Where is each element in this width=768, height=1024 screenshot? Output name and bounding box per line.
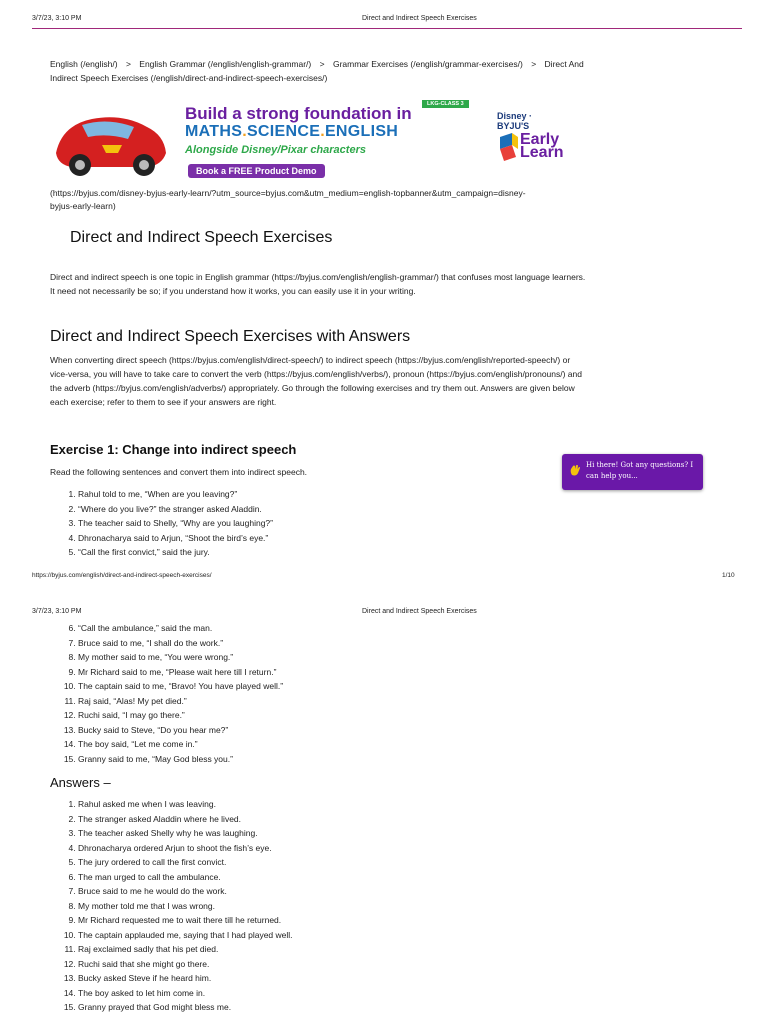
answer-item: 3. The teacher asked Shelly why he was laughing.	[78, 826, 293, 841]
exercise-list-part2	[50, 621, 283, 766]
banner-link-url[interactable]: (https://byjus.com/disney-byjus-early-learn/?utm_source=byjus.com&utm_medium=english-topbanner&utm_campaign=disney-byjus-early-learn)	[50, 188, 526, 211]
list-item: 9. Mr Richard said to me, “Please wait here till I return.”	[78, 665, 283, 680]
breadcrumb-link-current[interactable]: Direct And Indirect Speech Exercises (/english/direct-and-indirect-speech-exercises/)	[50, 59, 584, 83]
answer-item: 12. Ruchi said that she might go there.	[78, 957, 293, 972]
section-heading: Direct and Indirect Speech Exercises with Answers	[50, 328, 411, 345]
breadcrumb-link-english-grammar[interactable]: English Grammar (/english/english-grammar/)	[139, 59, 312, 69]
breadcrumb-separator: >	[125, 59, 131, 69]
print-page-number: 1/10	[722, 572, 735, 579]
banner-headline: Build a strong foundation in	[185, 104, 412, 123]
list-item: 7. Bruce said to me, “I shall do the work.”	[78, 636, 283, 651]
exercise-instruction: Read the following sentences and convert them into indirect speech.	[50, 467, 308, 477]
answer-item: 15. Granny prayed that God might bless me.	[78, 1000, 293, 1015]
banner-subject-science: SCIENCE	[246, 123, 321, 140]
class-range-badge: LKG-CLASS 3	[422, 100, 469, 108]
answer-item: 4. Dhronacharya ordered Arjun to shoot the fish’s eye.	[78, 841, 293, 856]
answer-item: 10. The captain applauded me, saying that I had played well.	[78, 928, 293, 943]
promo-banner[interactable]	[50, 97, 564, 185]
answer-item: 5. The jury ordered to call the first convict.	[78, 855, 293, 870]
banner-subjects: MATHS.SCIENCE.ENGLISH	[185, 123, 399, 140]
breadcrumb-link-grammar-exercises[interactable]: Grammar Exercises (/english/grammar-exercises/)	[332, 59, 523, 69]
answer-item: 14. The boy asked to let him come in.	[78, 986, 293, 1001]
breadcrumb-separator: >	[531, 59, 537, 69]
header-rule	[32, 28, 742, 29]
answer-item: 7. Bruce said to me he would do the work.	[78, 884, 293, 899]
banner-tagline: Alongside Disney/Pixar characters	[185, 144, 366, 156]
answer-item: 9. Mr Richard requested me to wait there till he returned.	[78, 913, 293, 928]
breadcrumb-link-english[interactable]: English (/english/)	[50, 59, 118, 69]
answer-item: 8. My mother told me that I was wrong.	[78, 899, 293, 914]
list-item: 10. The captain said to me, “Bravo! You have played well.”	[78, 679, 283, 694]
banner-subject-english: ENGLISH	[324, 123, 399, 140]
answer-item: 6. The man urged to call the ambulance.	[78, 870, 293, 885]
print-footer-url: https://byjus.com/english/direct-and-indirect-speech-exercises/	[32, 572, 212, 579]
answers-heading: Answers –	[50, 775, 111, 790]
early-learn-logo-icon	[498, 133, 518, 161]
list-item: 4. Dhronacharya said to Arjun, “Shoot the bird’s eye.”	[78, 531, 273, 546]
intro-paragraph: Direct and indirect speech is one topic in English grammar (https://byjus.com/english/english-grammar/) that confuses most language learners. It need not necessarily be so; if you understand how it works, you can easily use it in your writing.	[50, 272, 586, 296]
early-learn-word-early: Early	[520, 131, 560, 148]
answer-item: 1. Rahul asked me when I was leaving.	[78, 797, 293, 812]
banner-subject-maths: MATHS	[185, 123, 243, 140]
list-item: 12. Ruchi said, “I may go there.”	[78, 708, 283, 723]
list-item: 3. The teacher said to Shelly, “Why are you laughing?”	[78, 516, 273, 531]
breadcrumb	[50, 57, 590, 85]
answer-item: 11. Raj exclaimed sadly that his pet died.	[78, 942, 293, 957]
list-item: 11. Raj said, “Alas! My pet died.”	[78, 694, 283, 709]
waving-hand-icon	[569, 464, 581, 476]
chat-widget[interactable]	[562, 454, 703, 490]
section-paragraph: When converting direct speech (https://byjus.com/english/direct-speech/) to indirect speech (https://byjus.com/english/reported-speech/) or vice-versa, you will have to take care to convert the verb (https://byjus.com/english/verbs/), pronoun (https://byjus.com/english/pronouns/) and the adverb (https://byjus.com/english/adverbs/) appropriately. Go through the following exercises and try them out. Answers are given below each exercise; refer to them to see if your answers are right.	[50, 355, 582, 407]
list-item: 15. Granny said to me, “May God bless you.”	[78, 752, 283, 767]
list-item: 2. “Where do you live?” the stranger asked Aladdin.	[78, 502, 273, 517]
list-item: 1. Rahul told to me, “When are you leaving?”	[78, 487, 273, 502]
page-title: Direct and Indirect Speech Exercises	[70, 229, 333, 246]
list-item: 6. “Call the ambulance,” said the man.	[78, 621, 283, 636]
answers-list	[50, 797, 293, 1015]
exercise-list-part1	[50, 487, 273, 560]
print-title: Direct and Indirect Speech Exercises	[362, 608, 477, 615]
early-learn-word-learn: Learn	[520, 144, 564, 161]
book-demo-button[interactable]: Book a FREE Product Demo	[188, 164, 325, 178]
early-learn-wordmark	[520, 133, 564, 159]
chat-message: Hi there! Got any questions? I can help you...	[586, 461, 694, 480]
answer-item: 2. The stranger asked Aladdin where he lived.	[78, 812, 293, 827]
breadcrumb-separator: >	[319, 59, 325, 69]
list-item: 13. Bucky said to Steve, “Do you hear me?”	[78, 723, 283, 738]
answer-item: 13. Bucky asked Steve if he heard him.	[78, 971, 293, 986]
exercise-heading: Exercise 1: Change into indirect speech	[50, 442, 297, 457]
print-title: Direct and Indirect Speech Exercises	[362, 15, 477, 22]
print-date: 3/7/23, 3:10 PM	[32, 15, 82, 22]
list-item: 5. “Call the first convict,” said the jury.	[78, 545, 273, 560]
racing-car-icon	[52, 105, 170, 180]
list-item: 14. The boy said, “Let me come in.”	[78, 737, 283, 752]
list-item: 8. My mother said to me, “You were wrong.”	[78, 650, 283, 665]
disney-byjus-logo: Disney · BYJU'S	[497, 111, 533, 131]
print-date: 3/7/23, 3:10 PM	[32, 608, 82, 615]
